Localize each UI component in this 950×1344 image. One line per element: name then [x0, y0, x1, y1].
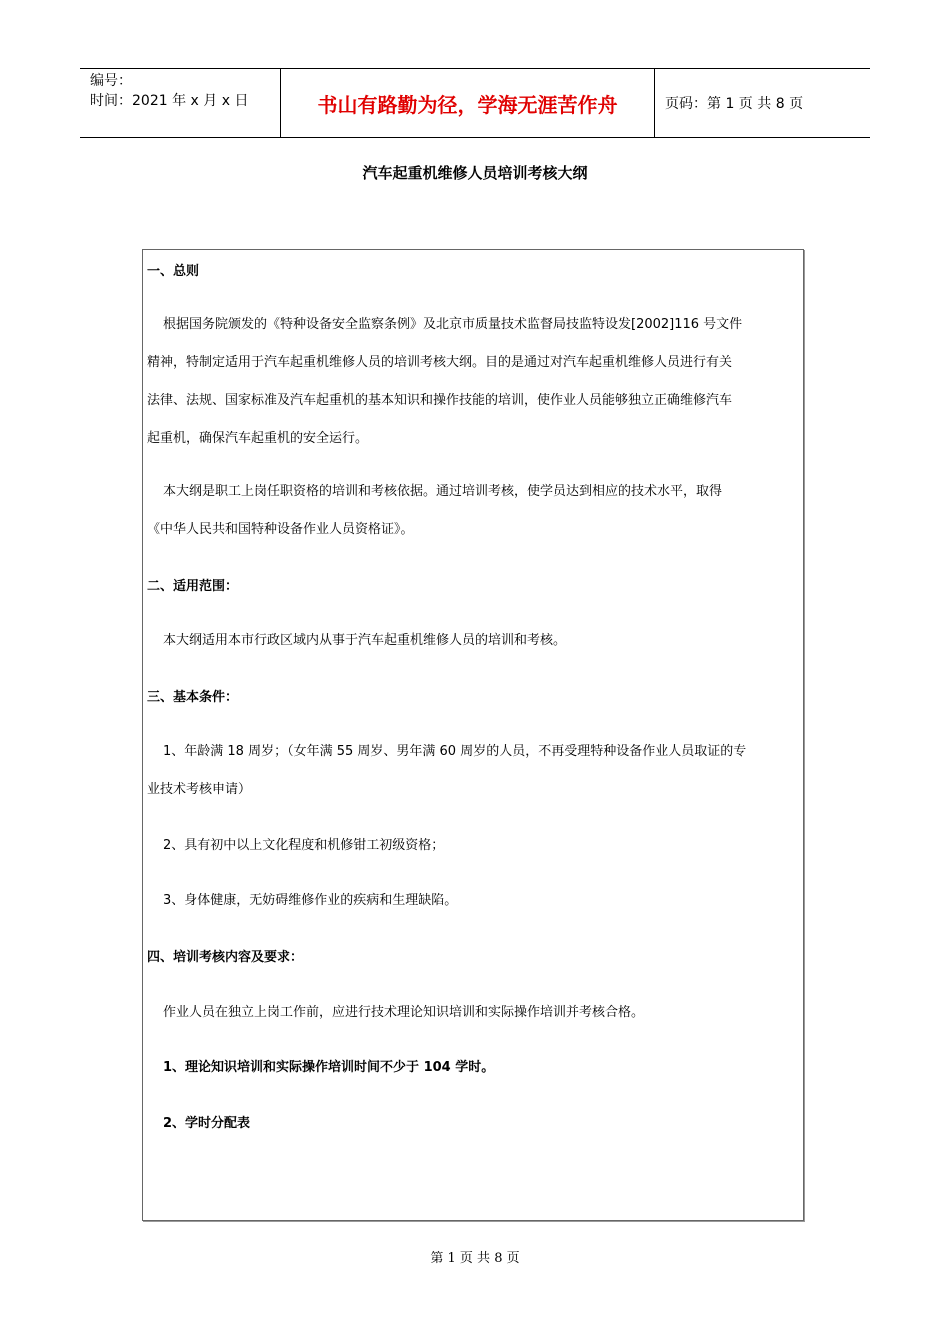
header-table — [80, 68, 870, 138]
paragraph-line: 精神，特制定适用于汽车起重机维修人员的培训考核大纲。目的是通过对汽车起重机维修人员进行有关 — [147, 355, 733, 370]
section-2-heading: 二、适用范围： — [147, 579, 239, 594]
paragraph-line: 本大纲是职工上岗任职资格的培训和考核依据。通过培训考核，使学员达到相应的技术水平，取得 — [163, 484, 723, 499]
header-meta — [80, 69, 281, 137]
content-box — [142, 249, 804, 1221]
paragraph-line: 《中华人民共和国特种设备作业人员资格证》。 — [147, 522, 414, 537]
paragraph-line: 作业人员在独立上岗工作前，应进行技术理论知识培训和实际操作培训并考核合格。 — [163, 1005, 645, 1020]
paragraph-line: 起重机，确保汽车起重机的安全运行。 — [147, 431, 369, 446]
list-item: 2、学时分配表 — [163, 1116, 251, 1131]
document-title: 汽车起重机维修人员培训考核大纲 — [362, 164, 588, 182]
number-label: 编号： — [90, 73, 132, 89]
list-item: 1、理论知识培训和实际操作培训时间不少于 104 学时。 — [163, 1060, 495, 1075]
paragraph-line: 根据国务院颁发的《特种设备安全监察条例》及北京市质量技术监督局技监特设发[2002]116 号文件 — [163, 317, 743, 332]
list-item-continuation: 业技术考核申请） — [147, 782, 252, 797]
paragraph-line: 法律、法规、国家标准及汽车起重机的基本知识和操作技能的培训，使作业人员能够独立正确维修汽车 — [147, 393, 733, 408]
section-4-heading: 四、培训考核内容及要求： — [147, 950, 304, 965]
section-1-heading: 一、总则 — [147, 264, 200, 279]
header-motto: 书山有路勤为径，学海无涯苦作舟 — [281, 69, 655, 137]
paragraph-line: 本大纲适用本市行政区域内从事于汽车起重机维修人员的培训和考核。 — [163, 633, 567, 648]
page-footer: 第 1 页 共 8 页 — [430, 1251, 520, 1266]
list-item: 1、年龄满 18 周岁；（女年满 55 周岁、男年满 60 周岁的人员，不再受理特种设备作业人员取证的专 — [163, 744, 747, 759]
header-page-info: 页码：第 1 页 共 8 页 — [665, 96, 804, 112]
list-item: 2、具有初中以上文化程度和机修钳工初级资格； — [163, 838, 445, 853]
list-item: 3、身体健康，无妨碍维修作业的疾病和生理缺陷。 — [163, 893, 458, 908]
section-3-heading: 三、基本条件： — [147, 690, 239, 705]
time-label: 时间：2021 年 x 月 x 日 — [90, 93, 249, 109]
